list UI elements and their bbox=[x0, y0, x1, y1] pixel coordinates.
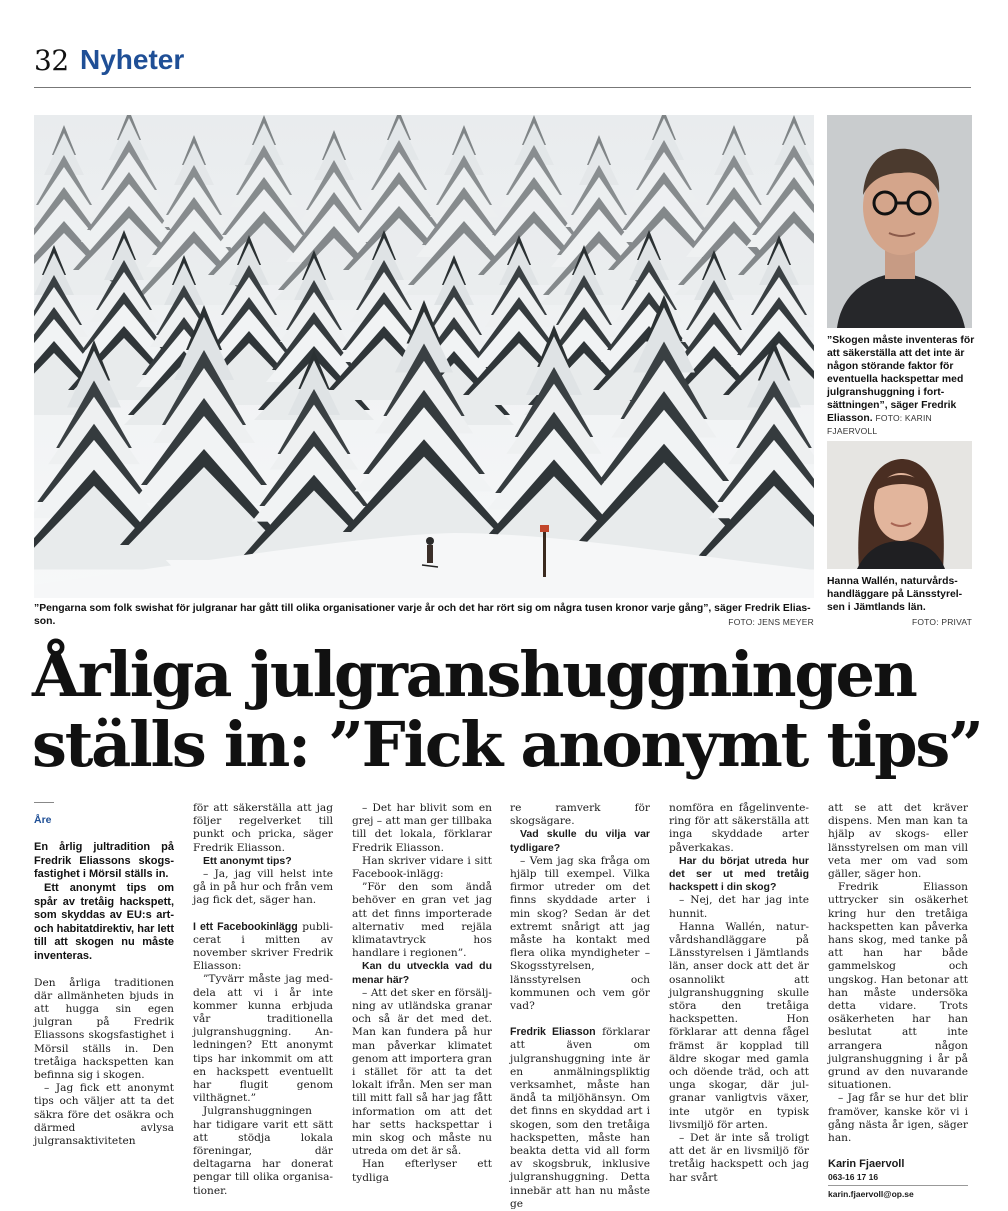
body-paragraph: Hanna Wallén, naturvårdshandläggare på Länsstyrelsen i Jämtlands län, anser dock att det är osannolikt att julgranshuggning skulle störa den tretåiga hackspetten. Hon förklarar att denna fågel främst är kopplad till äldre skogar med gamla och döende träd, och att unga skogar, där julgranar vanligtvis växer, inte utgör en typisk livsmiljö för arten. bbox=[669, 920, 809, 1131]
body-paragraph: re ramverk för skogsägare. bbox=[510, 802, 650, 828]
page-number: 32 bbox=[34, 44, 69, 77]
body-paragraph: – Vem jag ska fråga om hjälp till exempel. Vilka firmor utreder om det finns skyddade arter i min skog? Sedan är det extremt snårigt att jag måste ha kontakt med flera olika myndigheter – Skogsstyrelsen, länsstyrelsen och kommunen och vem gör vad? bbox=[510, 854, 650, 1013]
body-quote: ”Tyvärr måste jag meddela att vi i år inte kommer kunna erbjuda vår traditionella julgranshuggning. Anledningen? Ett anonymt tips har inkommit om att en hackspett eventuellt har flugit genom vilthägnet.” bbox=[193, 973, 333, 1105]
subhead-facebook: I ett Facebookinlägg bbox=[193, 920, 298, 933]
body-paragraph: – Det är inte så troligt att det är en livsmiljö för tretåig hackspett och jag har svårt bbox=[669, 1132, 809, 1184]
headline bbox=[32, 640, 982, 780]
byline-author: Karin Fjaervoll bbox=[828, 1158, 905, 1171]
ingress-2: Ett anonymt tips om spår av tretåig hackspett, som skyddas av EU:s art- och habitatdirektiv, har lett till att skogen nu måste inventeras. bbox=[34, 881, 174, 962]
body-paragraph: Julgranshuggningen har tidigare varit ett sätt att stödja lokala föreningar, där deltagarna har donerat pengar till olika organisationer. bbox=[193, 1105, 333, 1197]
main-photo-caption: ”Pengarna som folk swishat för julgranar har gått till olika organisationer varje år och det har rört sig om några tusen kronor varje gång”, säger Fredrik Eliasson. bbox=[34, 603, 811, 627]
body-paragraph: publicerat i mitten av november skriver Fredrik Eliasson: bbox=[193, 920, 333, 973]
ingress-1: En årlig jultradition på Fredrik Eliassons skogsfastighet i Mörsil ställs in. bbox=[34, 841, 174, 881]
article-column-6 bbox=[828, 802, 968, 1201]
interview-question: Vad skulle du vilja var tydligare? bbox=[510, 828, 650, 854]
headline-line-2: ställs in: ”Fick anonymt tips” bbox=[32, 708, 982, 781]
body-paragraph: – Nej, det har jag inte hunnit. bbox=[669, 894, 809, 920]
header-rule bbox=[34, 87, 971, 88]
body-paragraph: – Ja, jag vill helst inte gå in på hur och från vem jag fick det, säger han. bbox=[193, 868, 333, 907]
main-photo-snowy-forest bbox=[34, 115, 814, 598]
dateline-place: Åre bbox=[34, 814, 52, 826]
body-paragraph: Fredrik Eliasson uttrycker sin osäkerhet kring hur den tretåiga hackspetten kan påverka hans skog, med tanke på att han har både gammelskog och ungskog. Han betonar att han måste undersöka detta vidare. Trots osäkerheten har han beslutat att inte arrangera någon julgranshuggning i år på grund av den nuvarande situationen. bbox=[828, 881, 968, 1092]
interview-question: Kan du utveckla vad du menar här? bbox=[352, 960, 492, 986]
body-paragraph: Han efterlyser ett tydliga bbox=[352, 1158, 492, 1184]
body-paragraph: förklarar att även om julgranshuggning inte är en anmälningspliktig verksamhet, måste han ändå ta miljöhänsyn. Om det finns en skyddad art i skogen, som den tretåiga hackspetten, måste han beakta detta vid all form av skogsbruk, inklusive julgranshuggning. Detta innebär att han nu måste ge bbox=[510, 1026, 650, 1210]
body-paragraph: – Att det sker en försäljning av utländska granar och så är det med det. Man kan fundera på hur man påverkar klimatet genom att importera gran i stället för att ta det lokalt ifrån. Men ser man till mitt fall så har jag fått information om att det har setts hackspettar i min skog och måste nu utreda om det är så. bbox=[352, 986, 492, 1158]
main-photo-credit: FOTO: JENS MEYER bbox=[728, 617, 814, 627]
article-column-2 bbox=[193, 802, 333, 1198]
portrait-fredrik-eliasson bbox=[827, 115, 972, 328]
byline-email: karin.fjaervoll@op.se bbox=[828, 1185, 968, 1201]
portrait-hanna-credit: FOTO: PRIVAT bbox=[911, 617, 972, 627]
portrait-fredrik-caption bbox=[827, 334, 975, 438]
body-quote: ”För den som ändå behöver en gran vet jag att det finns importerade alternativ med rejäla klimatavtryck hos handlare i regionen”. bbox=[352, 881, 492, 960]
body-paragraph: Den årliga traditionen där allmänheten bjuds in att hugga sin egen julgran på Fredrik Eliassons skogsfastighet i Mörsil ställs in. Den tretåiga hackspetten kan befinna sig i skogen. bbox=[34, 976, 174, 1081]
byline-phone: 063-16 17 16 bbox=[828, 1172, 879, 1183]
portrait-hanna-caption: Hanna Wallén, naturvårdshandläggare på Länsstyrelsen i Jämtlands län. bbox=[827, 576, 963, 613]
interview-question: Har du börjat utreda hur det ser ut med tretåig hackspett i din skog? bbox=[669, 854, 809, 894]
body-paragraph: – Jag fick ett anonymt tips och väljer att ta det säkra före det osäkra och därmed avlysa julgransaktiviteten bbox=[34, 1082, 174, 1147]
body-paragraph: Han skriver vidare i sitt Facebook-inlägg: bbox=[352, 854, 492, 881]
portrait-hanna-wallen bbox=[827, 441, 972, 569]
body-paragraph: för att säkerställa att jag följer regelverket till punkt och pricka, säger Fredrik Eliasson. bbox=[193, 802, 333, 854]
body-paragraph: – Det har blivit som en grej – att man ger tillbaka till det lokala, förklarar Fredrik Eliasson. bbox=[352, 802, 492, 854]
body-paragraph: – Jag får se hur det blir framöver, kanske kör vi i gång nästa år igen, säger han. bbox=[828, 1092, 968, 1145]
article-column-5 bbox=[669, 802, 809, 1185]
body-paragraph: att se att det kräver dispens. Men man kan ta hjälp av skogs- eller länsstyrelsen om man vill veta mer om vad som gäller, säger hon. bbox=[828, 802, 968, 881]
article-column-1 bbox=[34, 802, 174, 1148]
portrait-fredrik-caption-text: ”Skogen måste inventeras för att säkerställa att det inte är någon störande faktor för eventuella hackspettar med julgranshuggning i fortsättningen”, säger Fredrik Eliasson. bbox=[827, 335, 975, 424]
interview-question: Ett anonymt tips? bbox=[203, 854, 292, 867]
article-column-4 bbox=[510, 802, 650, 1211]
article-column-3 bbox=[352, 802, 492, 1185]
portrait-fredrik-credit: FOTO: KARIN FJAERVOLL bbox=[827, 413, 932, 436]
body-paragraph: nomföra en fågelinventering för att säkerställa att inga skyddade arter påverkakas. bbox=[669, 802, 809, 854]
section-title: Nyheter bbox=[80, 44, 185, 75]
headline-line-1: Årliga julgranshuggningen bbox=[32, 638, 916, 711]
subhead-fredrik: Fredrik Eliasson bbox=[510, 1026, 596, 1039]
